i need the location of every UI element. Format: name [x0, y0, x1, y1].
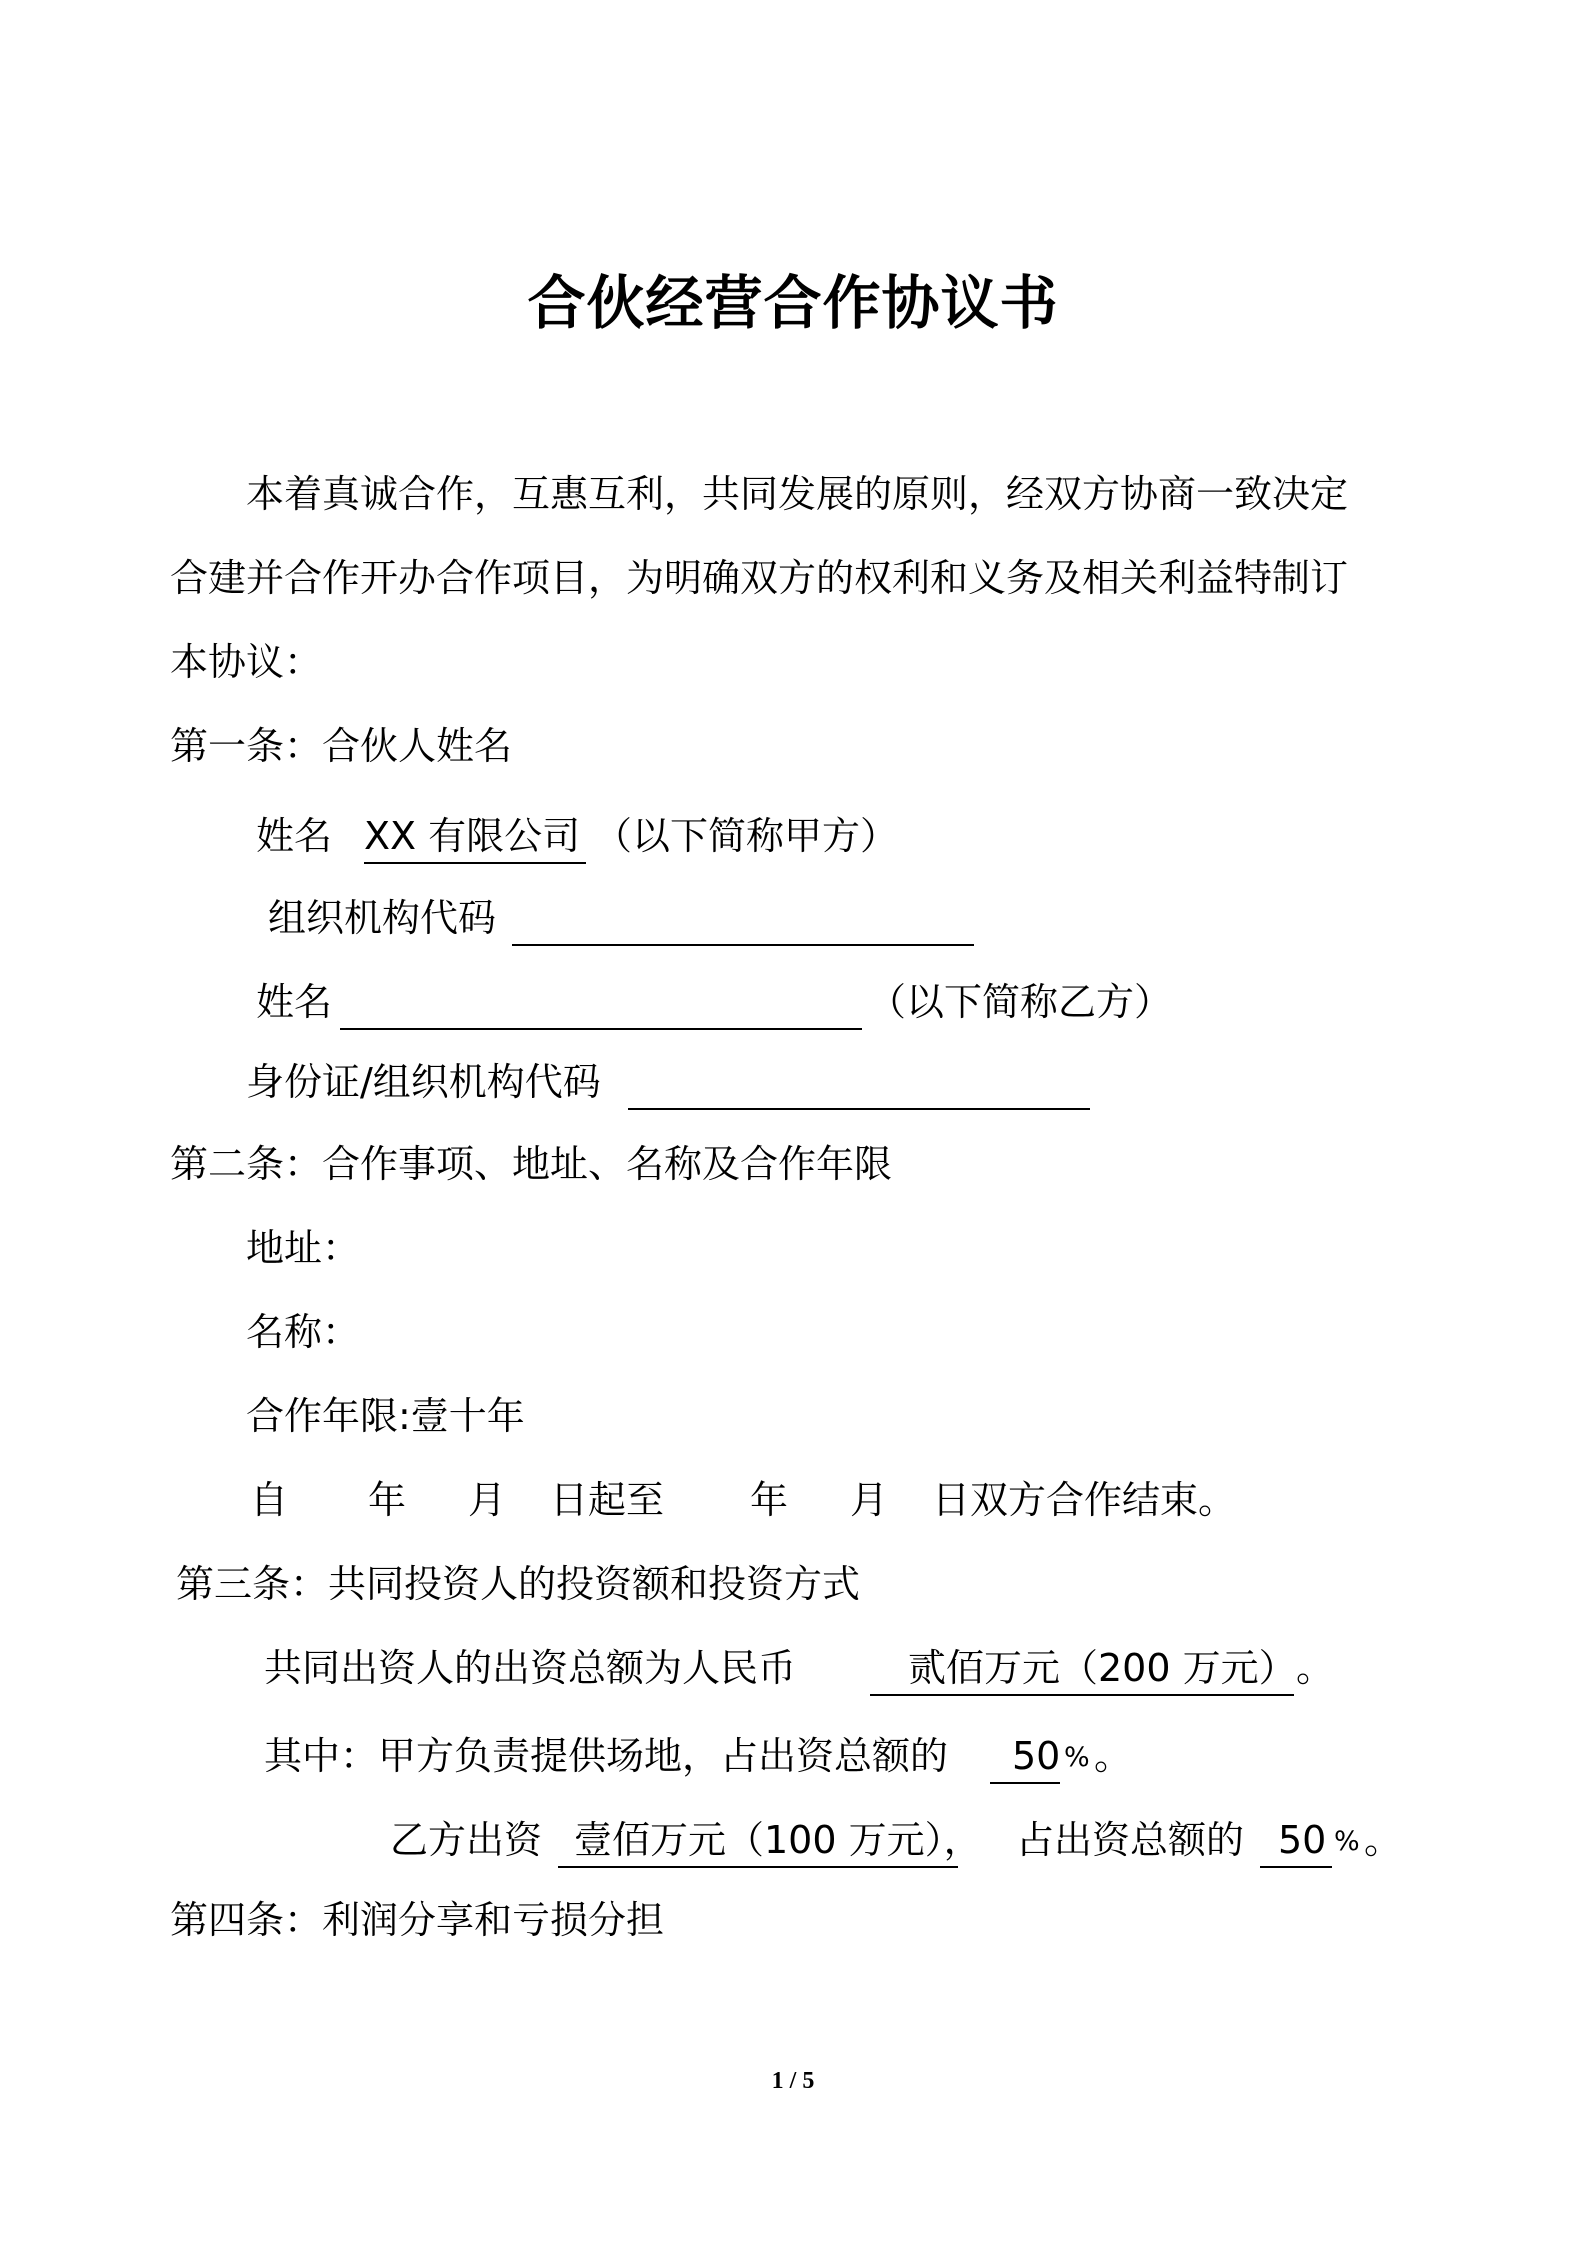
intro-line-2: 合建并合作开办合作项目，为明确双方的权利和义务及相关利益特制订	[170, 556, 1349, 600]
period-month-2: 月	[850, 1478, 889, 1522]
article-4-heading: 第四条：利润分享和亏损分担	[170, 1898, 665, 1942]
period-end: 日双方合作结束。	[932, 1478, 1237, 1522]
party-a-name-underline	[364, 862, 586, 864]
total-investment-end: 。	[1296, 1646, 1335, 1690]
intro-line-3: 本协议：	[170, 640, 323, 684]
party-b-investment-value: 壹佰万元（100 万元），	[574, 1818, 982, 1862]
party-b-id-field	[628, 1108, 1090, 1110]
party-a-alias: （以下简称甲方）	[594, 814, 899, 858]
period-day-1-to: 日起至	[550, 1478, 665, 1522]
name-label: 名称：	[246, 1310, 361, 1354]
article-2-heading: 第二条：合作事项、地址、名称及合作年限	[170, 1142, 893, 1186]
period-year-1: 年	[368, 1478, 407, 1522]
total-investment-value: 贰佰万元（200 万元）	[908, 1646, 1297, 1690]
party-a-share-end: 。	[1094, 1734, 1133, 1778]
party-b-investment-underline	[558, 1866, 958, 1868]
party-b-id-label: 身份证/组织机构代码	[246, 1060, 601, 1104]
article-1-heading: 第一条：合伙人姓名	[170, 724, 513, 768]
intro-line-1: 本着真诚合作，互惠互利，共同发展的原则，经双方协商一致决定	[246, 472, 1349, 516]
address-label: 地址：	[246, 1226, 361, 1270]
party-b-share-end: 。	[1364, 1818, 1403, 1862]
period-from: 自	[250, 1478, 289, 1522]
party-a-share-percent: 50	[1012, 1734, 1061, 1778]
page-indicator: 1 / 5	[771, 2068, 815, 2094]
party-a-share-label: 其中：甲方负责提供场地，占出资总额的	[264, 1734, 949, 1778]
party-a-name-label: 姓名	[256, 814, 333, 858]
party-b-investment-label: 乙方出资	[390, 1818, 543, 1862]
party-a-org-code-label: 组织机构代码	[268, 896, 497, 940]
party-b-alias: （以下简称乙方）	[868, 980, 1173, 1024]
period-month-1: 月	[468, 1478, 507, 1522]
term-label: 合作年限:壹十年	[246, 1394, 525, 1438]
party-b-percent-sign: %	[1334, 1826, 1360, 1857]
party-b-share-percent: 50	[1278, 1818, 1327, 1862]
party-b-name-field	[340, 1028, 862, 1030]
party-b-share-underline	[1260, 1866, 1332, 1868]
period-year-2: 年	[750, 1478, 789, 1522]
article-3-heading: 第三条：共同投资人的投资额和投资方式	[176, 1562, 861, 1606]
total-investment-label: 共同出资人的出资总额为人民币	[264, 1646, 797, 1690]
document-title: 合伙经营合作协议书	[527, 269, 1059, 337]
party-a-name-value: XX 有限公司	[364, 814, 581, 858]
party-a-org-code-field	[512, 944, 974, 946]
party-a-percent-sign: %	[1064, 1742, 1090, 1773]
party-b-name-label: 姓名	[256, 980, 333, 1024]
party-a-share-underline	[990, 1782, 1060, 1784]
party-b-share-label: 占出资总额的	[1016, 1818, 1245, 1862]
total-investment-underline	[870, 1694, 1294, 1696]
